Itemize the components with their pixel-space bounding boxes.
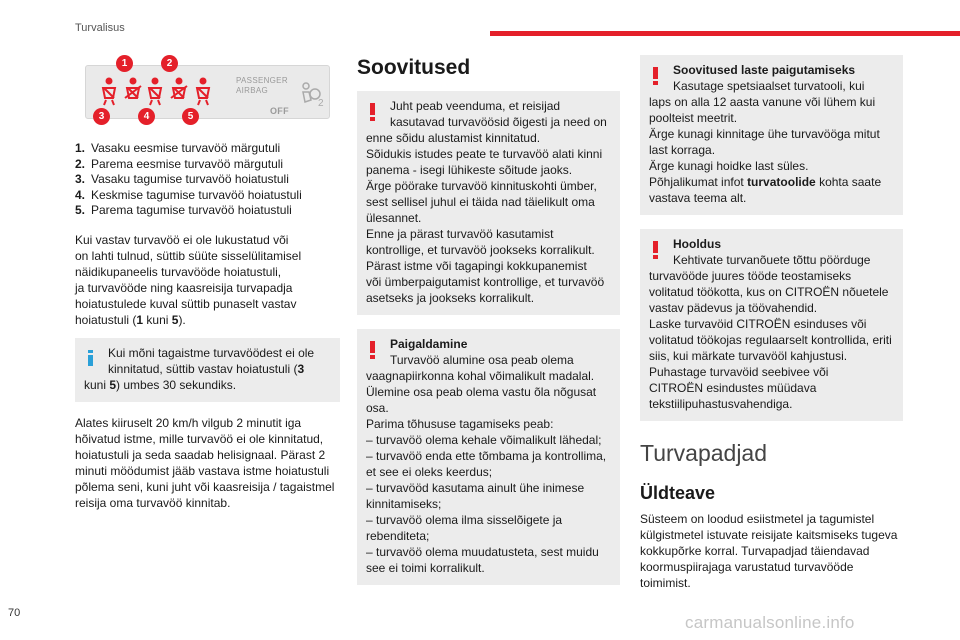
indicator-legend xyxy=(75,141,340,219)
callout-badge-3: 3 xyxy=(93,108,110,125)
seatbelt-icon xyxy=(192,76,214,106)
airbag-child-seat-icon xyxy=(299,80,327,108)
box-title: Paigaldamine xyxy=(390,337,468,351)
warning-box-installation: Paigaldamine Turvavöö alumine osa peab olema vaagnapiirkonna kohal võimalikult madalal. Ülemine osa peab olema vastu õla nõgusat osa. Parima tõhususe tagamiseks peab: – turvavöö olema kehale võimalikult lähedal; – turvavöö enda ette tõmbama ja kontrollima, et see ei oleks keerdus; – turvavööd kasutama ainult ühe inimese kinnitamiseks; – turvavöö olema ilma sisselõigete ja rebenditeta; – turvavöö olema muudatusteta, sest muidu see ei toimi korralikult. xyxy=(357,329,620,585)
legend-item: 4. Keskmise tagumise turvavöö hoiatustuli xyxy=(75,187,302,202)
recommendations-heading: Soovitused xyxy=(357,56,471,79)
info-icon xyxy=(88,350,93,366)
svg-text:2: 2 xyxy=(318,98,324,108)
speed-warning-paragraph: Alates kiiruselt 20 km/h vilgub 2 minutit iga hõivatud istme, mille turvavöö ei ole kinnitatud, hoiatustuli ja seda saadab helisignaal. Pärast 2 minuti möödumist jääb vastava istme hoiatustuli põlema seni, kuni juht või kaasreisija / tagaistmel reisija oma turvavöö kinnitab. xyxy=(75,415,335,510)
warning-box-maintenance: Hooldus Kehtivate turvanõuete tõttu pöörduge turvavööde juures tööde teostamiseks volitatud töökotta, kus on CITROËN nõuetele vastav pädevus ja töövahendid. Laske turvavöid CITROËN esinduses või volitatud töökojas regulaarselt kontrollida, eriti siis, kui märkate turvavööl kahjustusi. Puhastage turvavöid seebivee või CITROËN esindustes müüdava tekstiilipuhastusvahendiga. xyxy=(640,229,903,421)
column-right xyxy=(640,55,903,591)
callout-badge-1: 1 xyxy=(116,55,133,72)
info-box: Kui mõni tagaistme turvavöödest ei ole kinnitatud, süttib vastav hoiatustuli (3 kuni 5) umbes 30 sekundiks. xyxy=(75,338,340,402)
airbags-paragraph: Süsteem on loodud esiistmetel ja tagumistel külgistmetel istuvate reisijate kaitsmiseks tugeva kokkupõrke korral. Turvapadjad täiendavad koormuspiirajaga varustatud turvavööde toimimist. xyxy=(640,512,898,590)
box-title: Soovitused laste paigutamiseks xyxy=(673,63,856,77)
legend-item: 5. Parema tagumise turvavöö hoiatustuli xyxy=(75,203,292,217)
indicator-panel xyxy=(85,65,330,119)
section-label: Turvalisus xyxy=(75,22,125,34)
airbags-section-title: Turvapadjad xyxy=(640,440,768,466)
column-middle xyxy=(357,55,620,585)
warning-icon xyxy=(653,67,658,85)
page-number: 70 xyxy=(8,607,21,619)
general-info-heading: Üldteave xyxy=(640,483,716,503)
warning-box-driver: Juht peab veenduma, et reisijad kasutavad turvavöösid õigesti ja need on enne sõidu alustamist kinnitatud. Sõidukis istudes peate te turvavöö alati kinni panema - isegi lühikeste sõitude jaoks. Ärge pöörake turvavöö kinnituskohti ümber, sest sellisel juhul ei täida nad täielikult oma ülesannet. Enne ja pärast turvavöö kasutamist kontrollige, et turvavöö jookseks korralikult. Pärast istme või tagapingi kokkupanemist või ümberpaigutamist kontrollige, et turvavöö asetseks ja jookseks korralikult. xyxy=(357,91,620,315)
column-left xyxy=(75,55,340,511)
warning-box-children: Soovitused laste paigutamiseks Kasutage spetsiaalset turvatooli, kui laps on alla 12 aasta vanune või lühem kui poolteist meetrit. Ärge kunagi kinnitage ühe turvavööga mitut last korraga. Ärge kunagi hoidke last süles. Põhjalikumat infot turvatoolide kohta saate vastava teema alt. xyxy=(640,55,903,215)
seatbelt-icon xyxy=(122,76,144,106)
callout-badge-5: 5 xyxy=(182,108,199,125)
header-accent-bar xyxy=(490,31,960,36)
seatbelt-icon xyxy=(144,76,166,106)
seatbelt-icon xyxy=(168,76,190,106)
seatbelt-indicator-figure xyxy=(75,55,330,133)
watermark: carmanualsonline.info xyxy=(685,613,855,632)
passenger-airbag-label: PASSENGER AIRBAG OFF xyxy=(236,76,289,116)
seatbelt-icon xyxy=(98,76,120,106)
callout-badge-4: 4 xyxy=(138,108,155,125)
warning-light-paragraph: Kui vastav turvavöö ei ole lukustatud või on lahti tulnud, süttib süüte sisselülitamisel näidikupaneelis turvavööde hoiatustuli, ja turvavööde ning kaasreisija turvapadja hoiatustulede kuval süttib punaselt vastav hoiatustuli (1 kuni 5). xyxy=(75,232,302,327)
warning-icon xyxy=(370,341,375,359)
legend-item: 2. Parema eesmise turvavöö märgutuli xyxy=(75,156,284,171)
callout-badge-2: 2 xyxy=(161,55,178,72)
warning-icon xyxy=(370,103,375,121)
airbag-off-label: OFF xyxy=(270,106,289,116)
warning-icon xyxy=(653,241,658,259)
legend-item: 3. Vasaku tagumise turvavöö hoiatustuli xyxy=(75,172,289,186)
box-title: Hooldus xyxy=(673,237,721,251)
legend-item: 1. Vasaku eesmise turvavöö märgutuli xyxy=(75,141,281,155)
